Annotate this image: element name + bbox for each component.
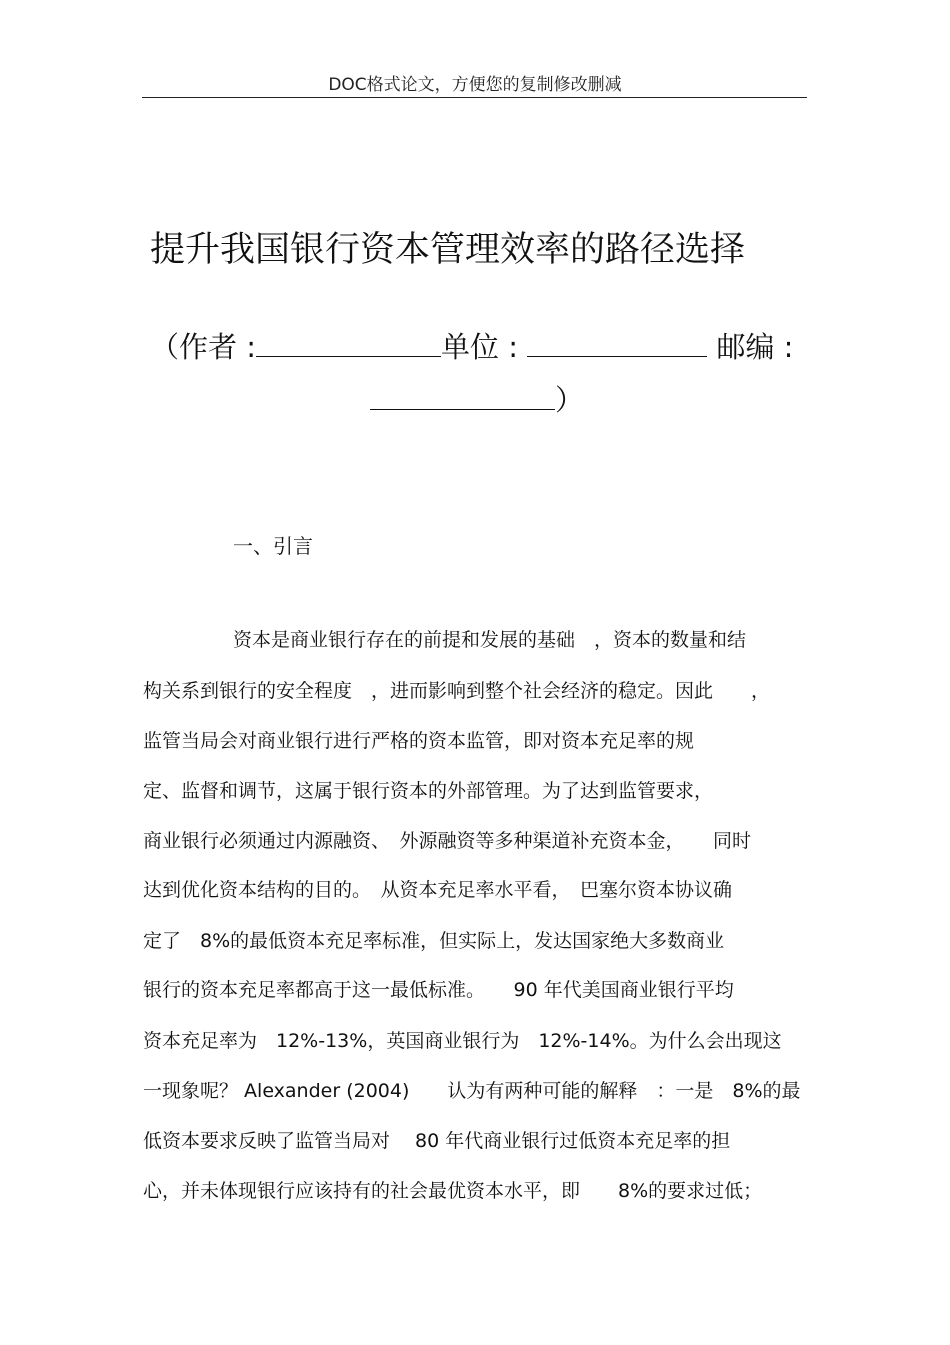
paragraph-line: 资本充足率为 12%-13%，英国商业银行为 12%-14%。为什么会出现这 [143,1030,782,1052]
author-blank [256,328,441,357]
paragraph-line: 一现象呢？ Alexander (2004) 认为有两种可能的解释 ：一是 8%的最 [143,1080,801,1102]
header-divider [142,97,807,98]
unit-label: 单位 : [441,330,519,364]
unit-blank [527,328,707,357]
page-header: DOC格式论文，方便您的复制修改删减 [328,75,622,95]
paragraph-line: 银行的资本充足率都高于这一最低标准。 90 年代美国商业银行平均 [143,979,734,1001]
paragraph-line: 构关系到银行的安全程度 ，进而影响到整个社会经济的稳定。因此 ， [143,680,771,702]
close-paren: ） [555,383,585,417]
open-paren: （ [150,330,180,364]
paragraph-line: 监管当局会对商业银行进行严格的资本监管，即对资本充足率的规 [143,730,695,752]
paragraph-line: 达到优化资本结构的目的。 从资本充足率水平看， 巴塞尔资本协议确 [143,879,733,901]
paragraph-line: 低资本要求反映了监管当局对 80 年代商业银行过低资本充足率的担 [143,1130,731,1152]
section-heading: 一、引言 [233,534,313,558]
document-title: 提升我国银行资本管理效率的路径选择 [150,230,746,270]
zip-blank [370,381,555,410]
paragraph-line: 定了 8%的最低资本充足率标准，但实际上，发达国家绝大多数商业 [143,930,725,952]
author-info-line [150,325,810,366]
paragraph-line: 定、监督和调节，这属于银行资本的外部管理。为了达到监管要求， [143,780,714,802]
author-label: 作者 : [179,330,257,364]
paragraph-line: 商业银行必须通过内源融资、 外源融资等多种渠道补充资本金， 同时 [143,830,752,852]
zip-label: 邮编 : [716,330,794,364]
paragraph-line: 资本是商业银行存在的前提和发展的基础 ，资本的数量和结 [233,629,747,651]
author-info-line-2 [370,378,584,419]
paragraph-line: 心，并未体现银行应该持有的社会最优资本水平，即 8%的要求过低； [143,1180,763,1202]
